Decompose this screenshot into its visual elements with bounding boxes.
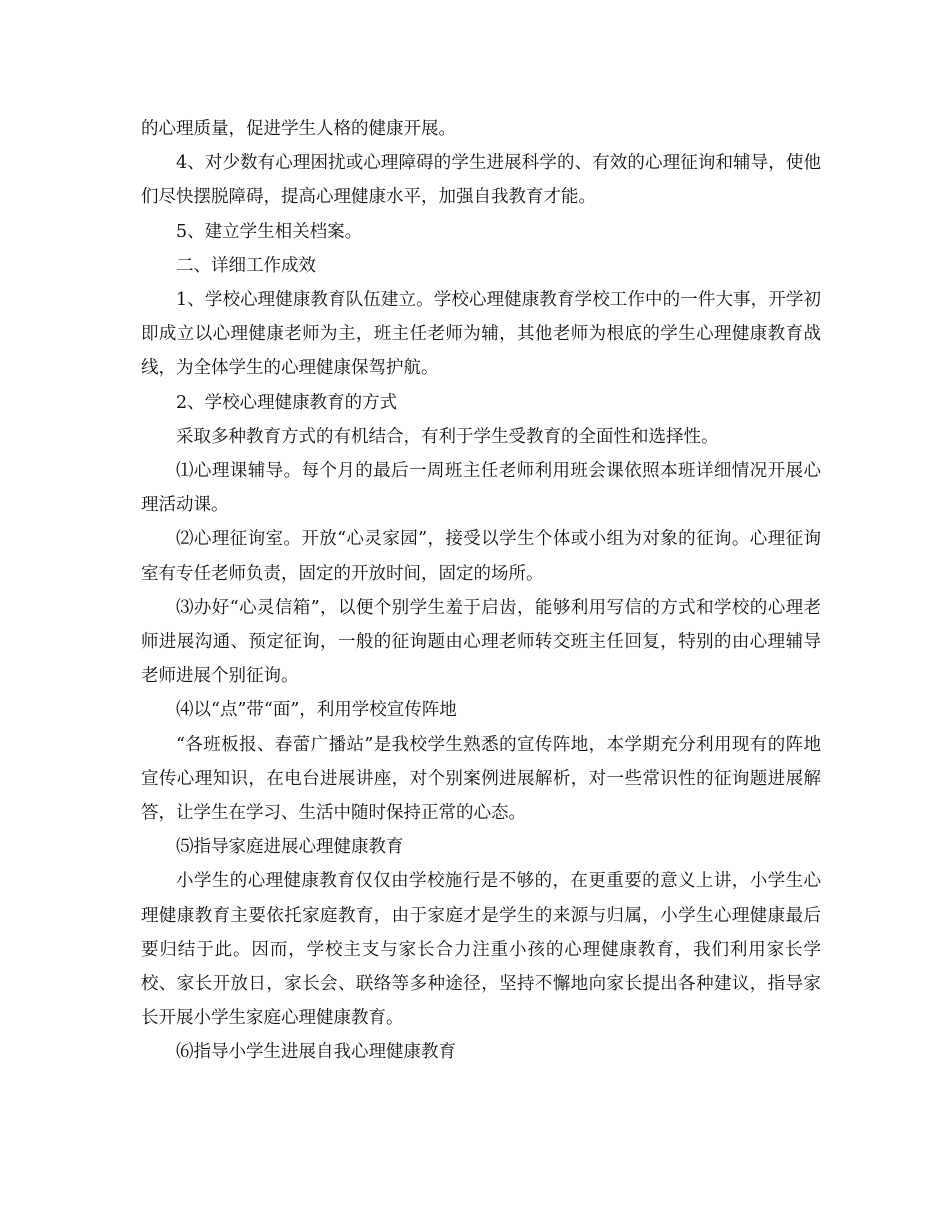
paragraph: ⑶办好“心灵信箱”，以便个别学生羞于启齿，能够利用写信的方式和学校的心理老师进展沟通、预定征询，一般的征询题由心理老师转交班主任回复，特别的由心理辅导老师进展个别征询。 [141, 597, 821, 687]
paragraph: 5、建立学生相关档案。 [176, 221, 363, 242]
document-body [141, 112, 821, 1070]
paragraph: 1、学校心理健康教育队伍建立。学校心理健康教育学校工作中的一件大事，开学初即成立以心理健康老师为主，班主任老师为辅，其他老师为根底的学生心理健康教育战线，为全体学生的心理健康保驾护航。 [141, 290, 821, 379]
paragraph: ⑷以“点”带“面”，利用学校宣传阵地 [176, 700, 457, 721]
subsection-heading: 2、学校心理健康教育的方式 [176, 392, 398, 413]
paragraph: 4、对少数有心理困扰或心理障碍的学生进展科学的、有效的心理征询和辅导，使他们尽快摆脱障碍，提高心理健康水平，加强自我教育才能。 [141, 153, 821, 208]
section-heading: 二、详细工作成效 [176, 255, 316, 276]
paragraph: ⑵心理征询室。开放“心灵家园”，接受以学生个体或小组为对象的征询。心理征询室有专任老师负责，固定的开放时间，固定的场所。 [141, 529, 821, 584]
paragraph: “各班板报、春蕾广播站”是我校学生熟悉的宣传阵地，本学期充分利用现有的阵地宣传心理知识，在电台进展讲座，对个别案例进展解析，对一些常识性的征询题进展解答，让学生在学习、生活中随时保持正常的心态。 [141, 734, 821, 824]
paragraph: 小学生的心理健康教育仅仅由学校施行是不够的，在更重要的意义上讲，小学生心理健康教育主要依托家庭教育，由于家庭才是学生的来源与归属，小学生心理健康最后要归结于此。因而，学校主支与家长合力注重小孩的心理健康教育，我们利用家长学校、家长开放日，家长会、联络等多种途径，坚持不懈地向家长提出各种建议，指导家长开展小学生家庭心理健康教育。 [141, 871, 821, 1029]
paragraph: 的心理质量，促进学生人格的健康开展。 [141, 119, 456, 139]
paragraph: ⑴心理课辅导。每个月的最后一周班主任老师利用班会课依照本班详细情况开展心理活动课。 [141, 461, 821, 516]
paragraph: ⑹指导小学生进展自我心理健康教育 [176, 1042, 456, 1063]
paragraph: ⑸指导家庭进展心理健康教育 [176, 837, 404, 858]
paragraph: 采取多种教育方式的有机结合，有利于学生受教育的全面性和选择性。 [176, 426, 719, 447]
